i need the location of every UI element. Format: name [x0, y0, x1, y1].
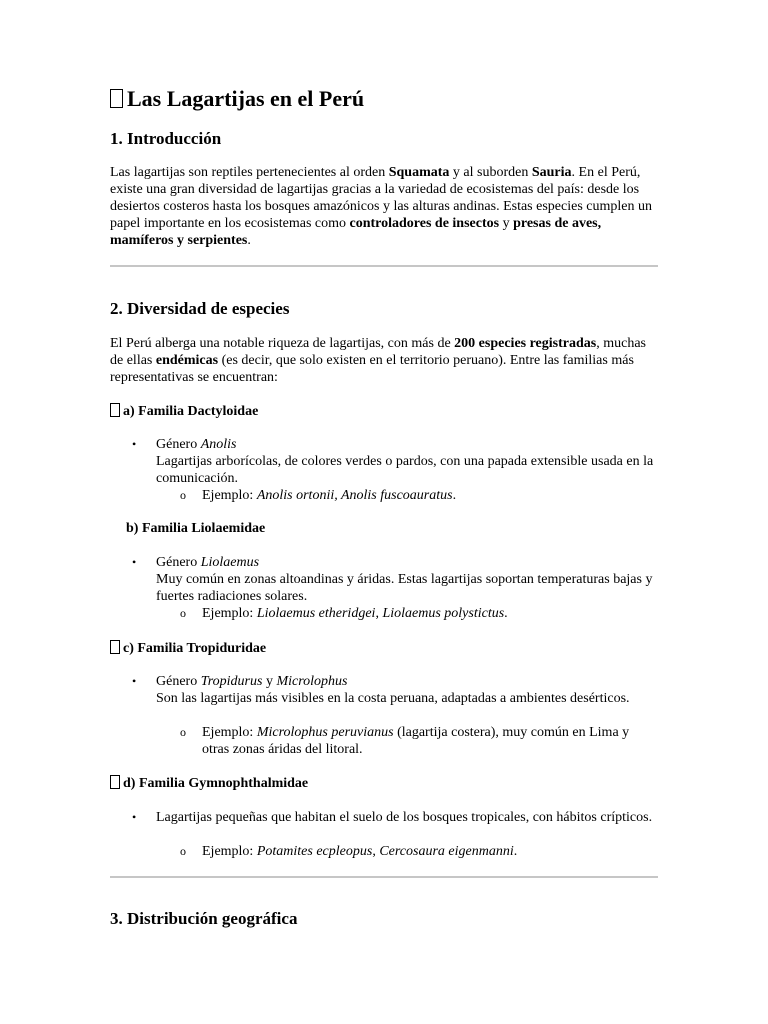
list-subitem-example: o Ejemplo: Microlophus peruvianus (lagartija costera), muy común en Lima y otras zonas áridas del litoral.	[180, 725, 630, 757]
missing-glyph-icon	[110, 89, 123, 108]
missing-glyph-icon	[110, 775, 120, 789]
bullet-icon: •	[132, 810, 137, 824]
list-item-genus-anolis: • Género Anolis Lagartijas arborícolas, de colores verdes o pardos, con una papada extensible usada en la comunicación.	[132, 437, 654, 486]
circle-bullet-icon: o	[180, 725, 186, 739]
list-item-small-lizards: • Lagartijas pequeñas que habitan el suelo de los bosques tropicales, con hábitos crípticos.	[132, 810, 653, 825]
family-heading-tropiduridae: c) Familia Tropiduridae	[110, 640, 266, 657]
circle-bullet-icon: o	[180, 844, 186, 858]
section-heading-distribucion: 3. Distribución geográfica	[110, 909, 298, 928]
section-heading-introduccion: 1. Introducción	[110, 129, 222, 148]
list-subitem-example: o Ejemplo: Liolaemus etheridgei, Liolaemus polystictus.	[180, 606, 508, 621]
family-heading-dactyloidae: a) Familia Dactyloidae	[110, 403, 258, 420]
list-item-genus-tropidurus: • Género Tropidurus y Microlophus Son las lagartijas más visibles en la costa peruana, adaptadas a ambientes desérticos.	[132, 674, 630, 706]
bullet-icon: •	[132, 437, 137, 451]
missing-glyph-icon	[110, 403, 120, 417]
list-subitem-example: o Ejemplo: Potamites ecpleopus, Cercosaura eigenmanni.	[180, 844, 518, 859]
page-title: Las Lagartijas en el Perú	[110, 86, 364, 112]
family-heading-gymnophthalmidae: d) Familia Gymnophthalmidae	[110, 775, 308, 792]
diversity-paragraph: El Perú alberga una notable riqueza de lagartijas, con más de 200 especies registradas, muchas de ellas endémicas (es decir, que solo existen en el territorio peruano). Entre las familias más representativas se encuentran:	[110, 336, 646, 385]
bullet-icon: •	[132, 555, 137, 569]
section-divider	[110, 265, 658, 267]
family-heading-liolaemidae: b) Familia Liolaemidae	[126, 521, 266, 536]
circle-bullet-icon: o	[180, 488, 186, 502]
list-subitem-example: o Ejemplo: Anolis ortonii, Anolis fuscoauratus.	[180, 488, 457, 503]
bullet-icon: •	[132, 674, 137, 688]
missing-glyph-icon	[110, 640, 120, 654]
list-item-genus-liolaemus: • Género Liolaemus Muy común en zonas altoandinas y áridas. Estas lagartijas soportan temperaturas bajas y fuertes radiaciones solares.	[132, 555, 653, 604]
circle-bullet-icon: o	[180, 606, 186, 620]
intro-paragraph: Las lagartijas son reptiles pertenecientes al orden Squamata y al suborden Sauria. En el Perú, existe una gran diversidad de lagartijas gracias a la variedad de ecosistemas del país: desde los desiertos costeros hasta los bosques amazónicos y las alturas andinas. Estas especies cumplen un papel importante en los ecosistemas como controladores de insectos y presas de aves, mamíferos y serpientes.	[110, 165, 652, 248]
section-heading-diversidad: 2. Diversidad de especies	[110, 299, 290, 318]
section-divider	[110, 876, 658, 878]
